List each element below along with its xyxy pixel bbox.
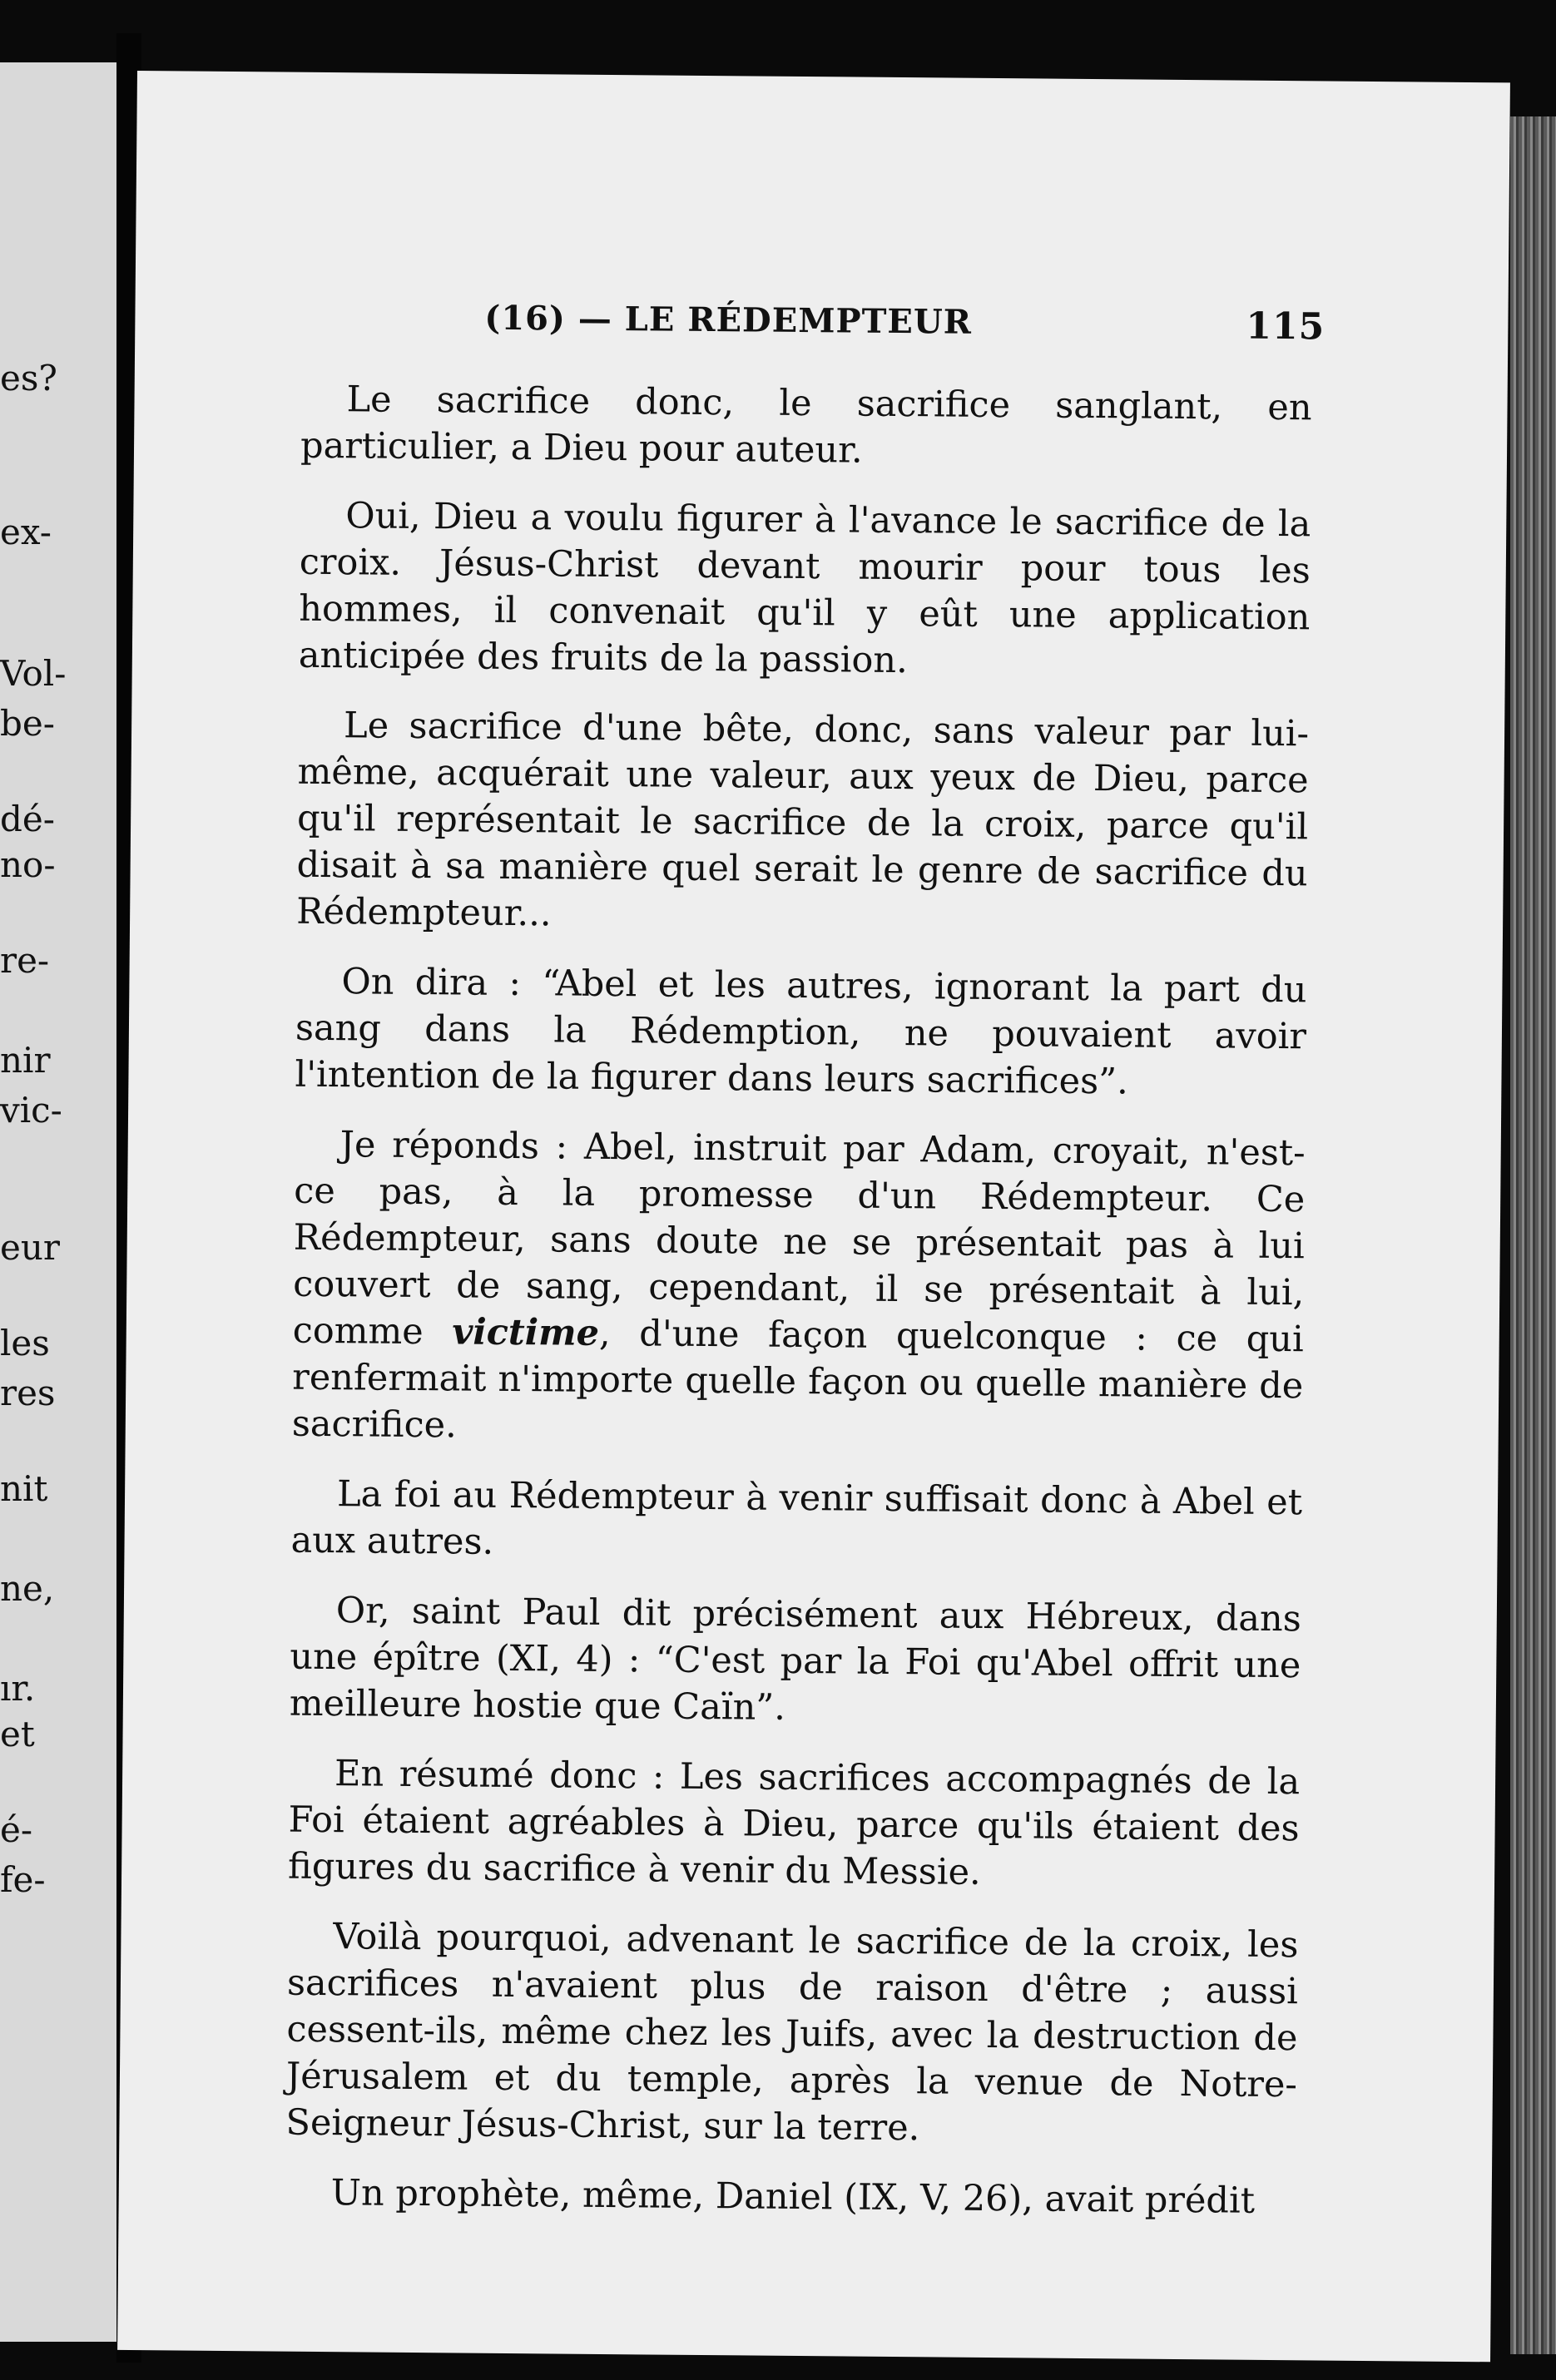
- paragraph: Or, saint Paul dit précisément aux Hébreux, dans une épître (XI, 4) : “C'est par la Foi qu'Abel offrit une meilleure hostie que Caïn”.: [289, 1590, 1302, 1729]
- paragraph: [292, 1121, 1306, 1457]
- book-page: [117, 71, 1510, 2362]
- left-page-fragment: ex-: [0, 512, 52, 552]
- left-page-fragment: les: [0, 1323, 50, 1363]
- left-page-fragment: ır.: [0, 1668, 36, 1709]
- left-page-fragment: vic-: [0, 1090, 62, 1131]
- left-page-fragment: res: [0, 1373, 56, 1413]
- left-page-fragment: nir: [0, 1040, 51, 1081]
- left-page-fragment: nit: [0, 1468, 48, 1509]
- paragraph: Voilà pourquoi, advenant le sacrifice de la croix, les sacrifices n'avaient plus de raison d'être ; aussi cessent-ils, même chez les Juifs, avec la destruction de Jérusalem et du temple, après la venue de Notre-Seigneur Jésus-Christ, sur la terre.: [285, 1916, 1299, 2150]
- left-page-fragment: fe-: [0, 1859, 46, 1900]
- running-title: (16) — LE RÉDEMPTEUR: [484, 298, 973, 342]
- paragraph-text: Je réponds : Abel, instruit par Adam, croyait, n'est-ce pas, à la promesse d'un Rédempteur. Ce Rédempteur, sans doute ne se présentait pas à lui couvert de sang, cependant, il se présentait à lui, comme: [292, 1124, 1306, 1353]
- left-page-fragment: ne,: [0, 1568, 55, 1609]
- left-page-fragment: be-: [0, 703, 55, 744]
- paragraph: Oui, Dieu a voulu figurer à l'avance le sacrifice de la croix. Jésus-Christ devant mourir pour tous les hommes, il convenait qu'il y eût une application anticipée des fruits de la passion.: [298, 495, 1311, 682]
- emphasized-word: victime: [452, 1311, 600, 1354]
- left-page-fragment: et: [0, 1714, 35, 1754]
- left-page-fragment: re-: [0, 940, 50, 981]
- paragraph: Un prophète, même, Daniel (IX, V, 26), avait prédit: [330, 2172, 1256, 2222]
- paragraph: Le sacrifice donc, le sacrifice sanglant, en particulier, a Dieu pour auteur.: [300, 379, 1312, 472]
- left-page-fragment: é-: [0, 1809, 33, 1850]
- paragraph: En résumé donc : Les sacrifices accompagnés de la Foi étaient agréables à Dieu, parce qu'ils étaient des figures du sacrifice à venir du Messie.: [287, 1753, 1301, 1893]
- paragraph: On dira : “Abel et les autres, ignorant la part du sang dans la Rédemption, ne pouvaient avoir l'intention de la figurer dans leurs sacrifices”.: [295, 961, 1307, 1103]
- paragraph-text: , d'une façon quelconque : ce qui renfermait n'importe quelle façon ou quelle manière de sacrifice.: [291, 1312, 1304, 1447]
- left-page-fragment: Vol-: [0, 653, 67, 694]
- left-page-fragment: no-: [0, 844, 56, 885]
- left-page-fragment: eur: [0, 1227, 60, 1268]
- page-header: [484, 298, 1326, 349]
- paragraph: Le sacrifice d'une bête, donc, sans valeur par lui-même, acquérait une valeur, aux yeux de Dieu, parce qu'il représentait le sacrifice de la croix, parce qu'il disait à sa manière quel serait le genre de sacrifice du Rédempteur...: [295, 705, 1310, 935]
- page-body: [285, 376, 1312, 2249]
- left-page-fragment: es?: [0, 358, 57, 398]
- page-number: 115: [1246, 304, 1326, 349]
- paragraph: La foi au Rédempteur à venir suffisait donc à Abel et aux autres.: [290, 1473, 1303, 1563]
- left-facing-page: [0, 62, 116, 2342]
- left-page-fragment: dé-: [0, 799, 55, 839]
- page-stack-edge: [1510, 116, 1556, 2354]
